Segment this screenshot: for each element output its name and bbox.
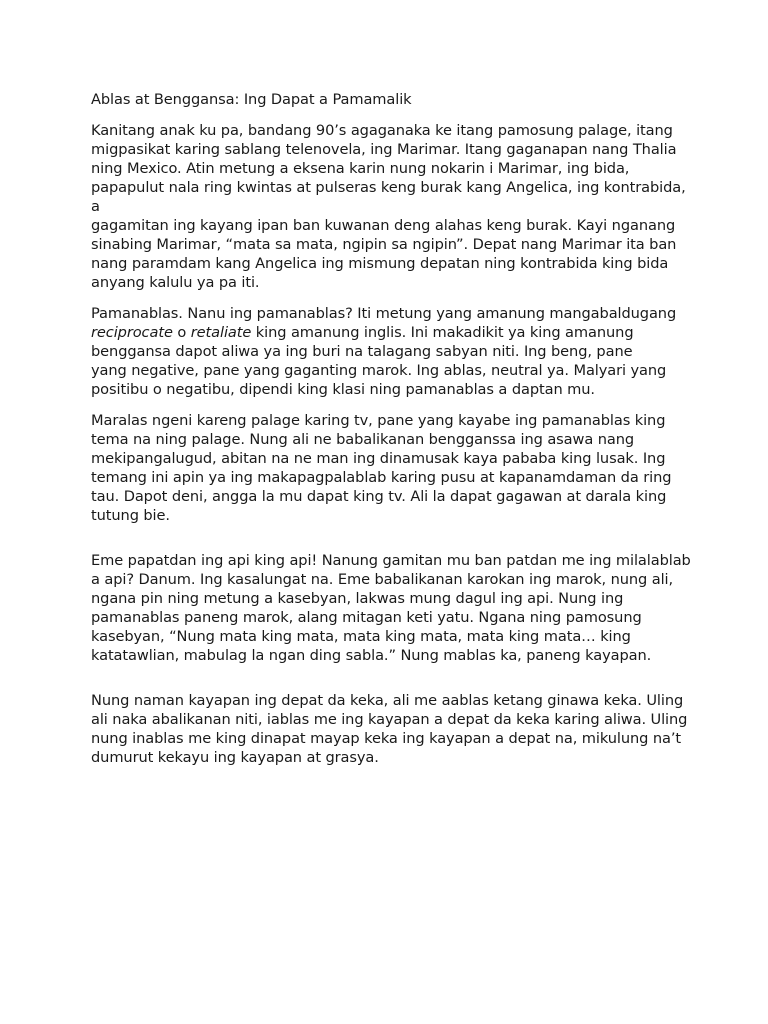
- text-line: tema na ning palage. Nung ali ne babalikanan bengganssa ing asawa nang: [91, 431, 635, 448]
- text-line: tutung bie.: [91, 507, 170, 524]
- text-line: a api? Danum. Ing kasalungat na. Eme babalikanan karokan ing marok, nung ali,: [91, 571, 674, 588]
- text-line: temang ini apin ya ing makapagpalablab karing pusu at kapanamdaman da ring: [91, 469, 672, 486]
- text-line: tau. Dapot deni, angga la mu dapat king tv. Ali la dapat gagawan at darala king: [91, 488, 667, 505]
- text-line: nang paramdam kang Angelica ing mismung depatan ning kontrabida king bida: [91, 255, 669, 272]
- paragraph-2: [91, 304, 691, 399]
- text-line: katatawlian, mabulag la ngan ding sabla.” Nung mablas ka, paneng kayapan.: [91, 647, 652, 664]
- text-line: Eme papatdan ing api king api! Nanung gamitan mu ban patdan me ing milalablab: [91, 552, 691, 569]
- paragraph-5: [91, 691, 691, 767]
- text-line: migpasikat karing sablang telenovela, ing Marimar. Itang gaganapan nang Thalia: [91, 141, 677, 158]
- text-fragment: king amanung inglis. Ini makadikit ya king amanung: [251, 324, 634, 341]
- text-line-with-emphasis: [91, 323, 691, 342]
- text-line: benggansa dapot aliwa ya ing buri na talagang sabyan niti. Ing beng, pane: [91, 343, 633, 360]
- text-line: Nung naman kayapan ing depat da keka, ali me aablas ketang ginawa keka. Uling: [91, 692, 684, 709]
- text-line: mekipangalugud, abitan na ne man ing dinamusak kaya pababa king lusak. Ing: [91, 450, 666, 467]
- emphasis-reciprocate: reciprocate: [91, 324, 173, 341]
- text-line: positibu o negatibu, dipendi king klasi ning pamanablas a daptan mu.: [91, 381, 595, 398]
- text-line: Maralas ngeni kareng palage karing tv, pane yang kayabe ing pamanablas king: [91, 412, 666, 429]
- text-line: dumurut kekayu ing kayapan at grasya.: [91, 749, 379, 766]
- text-line: ali naka abalikanan niti, iablas me ing kayapan a depat da keka karing aliwa. Uling: [91, 711, 688, 728]
- text-line: pamanablas paneng marok, alang mitagan keti yatu. Ngana ning pamosung: [91, 609, 642, 626]
- paragraph-4: [91, 551, 691, 665]
- emphasis-retaliate: retaliate: [190, 324, 252, 341]
- paragraph-3: [91, 411, 691, 525]
- text-line: Kanitang anak ku pa, bandang 90’s agaganaka ke itang pamosung palage, itang: [91, 122, 673, 139]
- text-line: gagamitan ing kayang ipan ban kuwanan deng alahas keng burak. Kayi nganang: [91, 217, 676, 234]
- text-line: yang negative, pane yang gaganting marok. Ing ablas, neutral ya. Malyari yang: [91, 362, 667, 379]
- text-line: Pamanablas. Nanu ing pamanablas? Iti metung yang amanung mangabaldugang: [91, 305, 677, 322]
- text-line: nung inablas me king dinapat mayap keka ing kayapan a depat na, mikulung na’t: [91, 730, 682, 747]
- text-line: anyang kalulu ya pa iti.: [91, 274, 260, 291]
- text-line: kasebyan, “Nung mata king mata, mata king mata, mata king mata… king: [91, 628, 631, 645]
- text-line: papapulut nala ring kwintas at pulseras keng burak kang Angelica, ing kontrabida, a: [91, 179, 686, 215]
- text-line: sinabing Marimar, “mata sa mata, ngipin sa ngipin”. Depat nang Marimar ita ban: [91, 236, 677, 253]
- document-title: Ablas at Benggansa: Ing Dapat a Pamamalik: [91, 91, 412, 108]
- text-line: ngana pin ning metung a kasebyan, lakwas mung dagul ing api. Nung ing: [91, 590, 624, 607]
- paragraph-1: [91, 121, 691, 292]
- text-fragment: o: [172, 324, 191, 341]
- text-line: ning Mexico. Atin metung a eksena karin nung nokarin i Marimar, ing bida,: [91, 160, 630, 177]
- document-body: [91, 90, 691, 779]
